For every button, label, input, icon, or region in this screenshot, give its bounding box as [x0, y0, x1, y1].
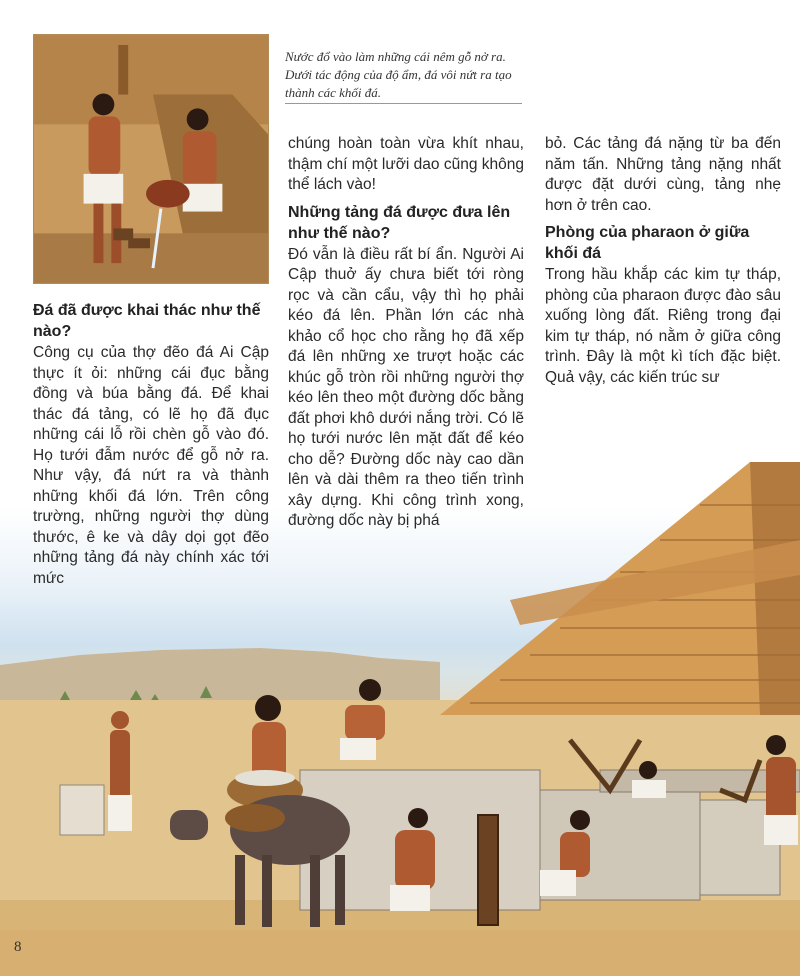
paragraph-chamber: Trong hầu khắp các kim tự tháp, phòng của pharaon được đào sâu xuống lòng đất. Riêng trong đại kim tự tháp, nó nằm ở giữa công trình. Đây là một kì tích đặc biệt. Quả vậy, các kiến trúc sư	[545, 266, 781, 386]
paragraph-lifting: Đó vẫn là điều rất bí ẩn. Người Ai Cập thuở ấy chưa biết tới ròng rọc và cần cẩu, vậy thì họ phải kéo đá lên. Phần lớn các nhà khảo cổ học cho rằng họ đã xếp đá lên những xe trượt hoặc các khúc gỗ tròn rồi những người thợ kéo lên theo một đường dốc bằng đất phơi khô dưới nắng trời. Có lẽ họ tưới nước lên mặt đất để kéo cho dễ? Đường dốc này cao dần lên và dài thêm ra theo tiến trình xây dựng. Khi công trình xong, đường dốc này bị phá	[288, 245, 524, 529]
image-caption: Nước đổ vào làm những cái nêm gỗ nở ra. Dưới tác động của độ ẩm, đá vôi nứt ra tạo thành các khối đá.	[285, 49, 512, 100]
text-column-2	[288, 134, 524, 538]
paragraph-weights: bỏ. Các tảng đá nặng từ ba đến năm tấn. Những tảng nặng nhất được đặt dưới cùng, tảng nhẹ hơn ở trên cao.	[545, 135, 781, 214]
paragraph-fit: chúng hoàn toàn vừa khít nhau, thậm chí một lưỡi dao cũng không thể lách vào!	[288, 135, 524, 193]
quarry-illustration	[33, 34, 269, 284]
text-column-1	[33, 300, 269, 595]
heading-pharaoh-chamber: Phòng của pharaon ở giữa khối đá	[545, 224, 750, 262]
heading-quarrying: Đá đã được khai thác như thế nào?	[33, 302, 261, 340]
text-column-3	[545, 134, 781, 394]
caption-divider	[285, 103, 522, 104]
page-number: 8	[14, 939, 22, 955]
heading-lifting-stones: Những tảng đá được đưa lên như thế nào?	[288, 203, 511, 242]
paragraph-quarrying: Công cụ của thợ đẽo đá Ai Cập thực ít ỏi: những cái đục bằng đồng và búa bằng đá. Để khai thác đá tảng, có lẽ họ đã đục những cái lỗ rồi chèn gỗ vào đó. Họ tưới đẫm nước để gỗ nở ra. Như vậy, đá nứt ra và thành những khối đá lớn. Trên công trường, những người thợ dùng thước, ê ke và dây dọi gọt đẽo những tảng đá này chính xác tới mức	[33, 344, 269, 587]
